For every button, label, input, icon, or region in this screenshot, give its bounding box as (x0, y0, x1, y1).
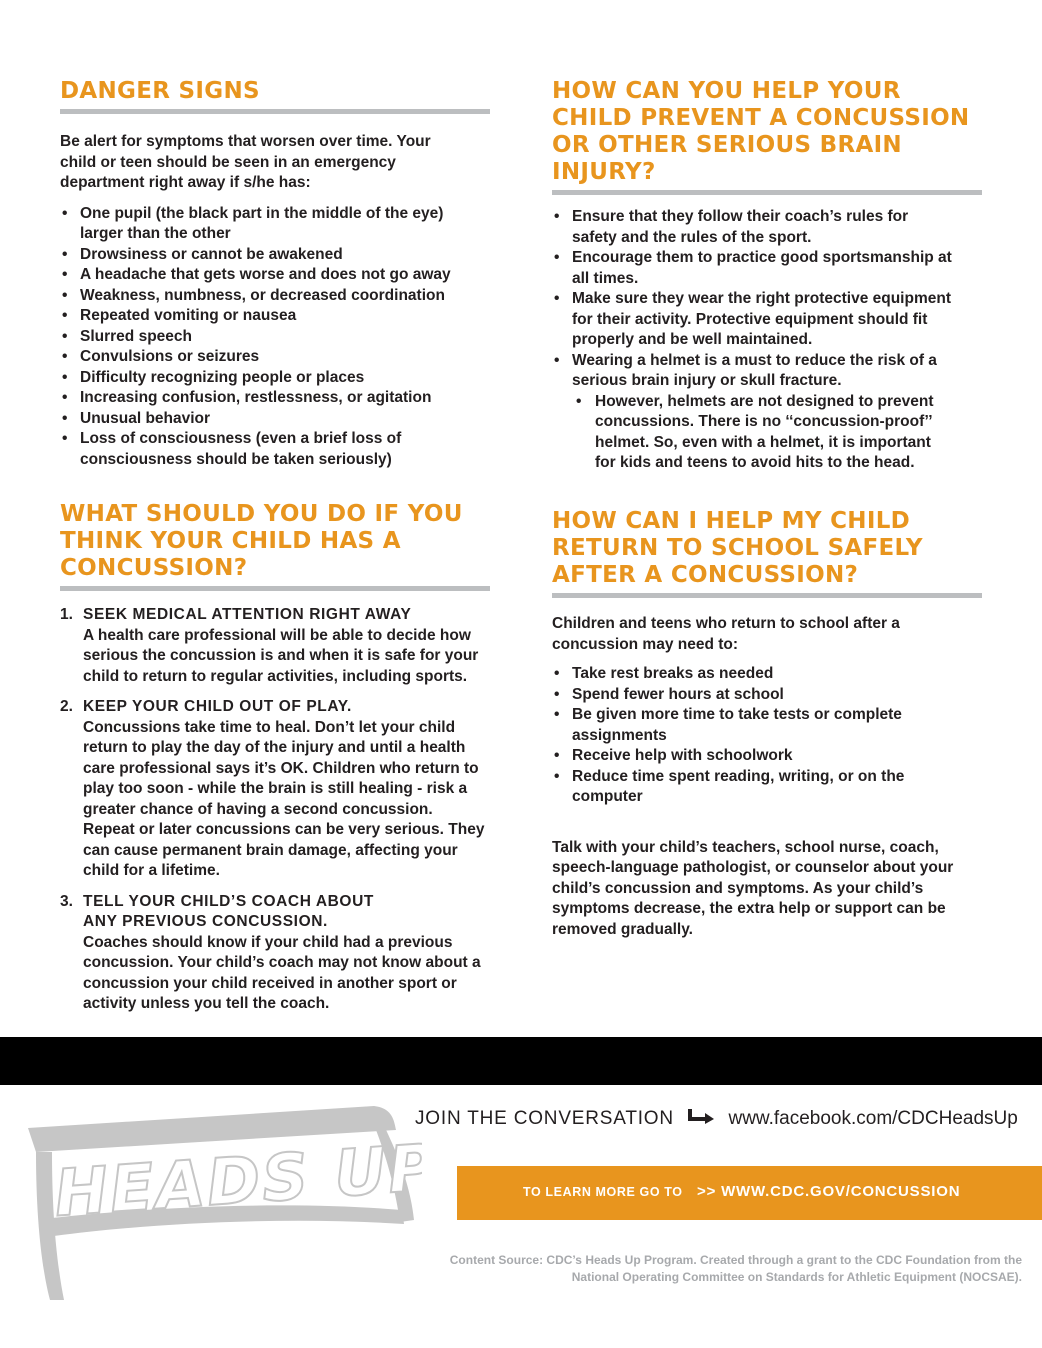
bullet-icon: • (62, 266, 68, 283)
prevent-list (552, 207, 952, 474)
bullet-icon: • (554, 747, 560, 764)
list-item-text: Increasing confusion, restlessness, or agitation (80, 389, 432, 406)
school-item (552, 746, 972, 767)
what-to-do-section (60, 501, 490, 1025)
bullet-icon: • (554, 290, 560, 307)
prevent-item (552, 248, 952, 289)
danger-signs-section (60, 78, 490, 470)
bullet-icon: • (62, 307, 68, 324)
bullet-icon: • (554, 665, 560, 682)
step-item (60, 697, 485, 882)
heading-rule (60, 109, 490, 114)
danger-sign-item (60, 204, 460, 245)
list-item-text: Unusual behavior (80, 409, 211, 427)
list-item-text: Loss of consciousness (even a brief loss of consciousness should be taken seriously) (80, 430, 402, 468)
bullet-icon: • (554, 767, 560, 785)
prevent-item (552, 351, 952, 474)
list-item-text: Encourage them to practice good sportsmanship at all times. (572, 249, 952, 287)
prevent-heading: HOW CAN YOU HELP YOUR CHILD PREVENT A CONCUSSION OR OTHER SERIOUS BRAIN INJURY? (552, 78, 970, 185)
danger-sign-item (60, 327, 460, 348)
danger-signs-list (60, 204, 460, 471)
step-item (60, 892, 485, 1015)
learn-more-label: TO LEARN MORE GO TO (523, 1185, 683, 1199)
bullet-icon: • (554, 208, 560, 225)
school-list (552, 664, 972, 808)
prevent-item (552, 207, 952, 248)
danger-sign-item (60, 409, 460, 430)
danger-sign-item (60, 286, 460, 307)
prevent-subitem (574, 392, 952, 474)
school-intro: Children and teens who return to school after a concussion may need to: (552, 615, 900, 653)
step-number: 2. (60, 698, 73, 715)
list-item-text: Ensure that they follow their coach’s rules for safety and the rules of the sport. (572, 208, 909, 246)
prevent-section (552, 78, 982, 474)
learn-more-text (523, 1183, 960, 1201)
danger-sign-item (60, 429, 460, 470)
step-number: 3. (60, 892, 73, 910)
school-section (552, 508, 982, 940)
bullet-icon: • (62, 430, 68, 447)
bullet-icon: • (554, 351, 560, 369)
danger-sign-item (60, 368, 460, 389)
prevent-item (552, 289, 952, 351)
heading-rule (552, 593, 982, 598)
step-title: TELL YOUR CHILD’S COACH ABOUT ANY PREVIOUS CONCUSSION. (83, 892, 374, 930)
cdc-concussion-link[interactable]: >> WWW.CDC.GOV/CONCUSSION (697, 1183, 961, 1200)
heading-rule (552, 190, 982, 195)
bullet-icon: • (554, 706, 560, 723)
source-line-1: Content Source: CDC’s Heads Up Program. Created through a grant to the CDC Foundation from the (449, 1253, 1022, 1267)
bullet-icon: • (62, 204, 68, 222)
list-item-text: Reduce time spent reading, writing, or on the computer (572, 767, 905, 805)
list-item-text: Receive help with schoolwork (572, 747, 793, 764)
list-item-text: Make sure they wear the right protective equipment for their activity. Protective equipment should fit properly and be well maintained. (572, 290, 951, 348)
step-number: 1. (60, 606, 73, 623)
what-to-do-heading: WHAT SHOULD YOU DO IF YOU THINK YOUR CHILD HAS A CONCUSSION? (60, 501, 463, 581)
bullet-icon: • (576, 392, 582, 410)
join-conversation (415, 1106, 1018, 1132)
list-item-text: Be given more time to take tests or complete assignments (572, 706, 902, 744)
bullet-icon: • (62, 245, 68, 263)
list-item-text: Weakness, numbness, or decreased coordination (80, 286, 445, 304)
bullet-icon: • (62, 409, 68, 427)
list-item-text: One pupil (the black part in the middle of the eye) larger than the other (80, 204, 444, 242)
heads-up-logo-text: HEADS UP (52, 1131, 422, 1232)
danger-sign-item (60, 306, 460, 327)
list-item-text: Difficulty recognizing people or places (80, 368, 365, 386)
school-closing: Talk with your child’s teachers, school nurse, coach, speech-language pathologist, or counselor about your child’s concussion and symptoms. As your child’s symptoms decrease, the extra help or support can be removed gradually. (552, 838, 954, 938)
list-item-text: Take rest breaks as needed (572, 665, 774, 682)
join-label: JOIN THE CONVERSATION (415, 1108, 674, 1130)
footer-black-bar (0, 1037, 1042, 1085)
bullet-icon: • (62, 327, 68, 345)
step-text: Coaches should know if your child had a previous concussion. Your child’s coach may not know about a concussion your child received in another sport or activity unless you tell the coach. (83, 933, 481, 1012)
danger-signs-intro: Be alert for symptoms that worsen over time. Your child or teen should be seen in an emergency department right away if s/he has: (60, 133, 431, 191)
danger-signs-heading: DANGER SIGNS (60, 78, 260, 104)
steps-list (60, 605, 485, 1015)
bullet-icon: • (62, 368, 68, 386)
list-item-text: A headache that gets worse and does not go away (80, 266, 451, 283)
list-item-text: Repeated vomiting or nausea (80, 307, 297, 324)
list-item-text: Slurred speech (80, 327, 192, 345)
step-text: Concussions take time to heal. Don’t let your child return to play the day of the injury and until a health care professional says it’s OK. Children who return to play too soon - while the brain is still healing - risk a greater chance of having a second concussion. Repeat or later concussions can be very serious. They can cause permanent brain damage, affecting your child for a lifetime. (83, 718, 485, 879)
school-item (552, 685, 972, 706)
step-title: KEEP YOUR CHILD OUT OF PLAY. (83, 698, 352, 715)
curved-arrow-icon (687, 1106, 715, 1132)
learn-more-bar (457, 1166, 1042, 1220)
step-title: SEEK MEDICAL ATTENTION RIGHT AWAY (83, 606, 412, 623)
heads-up-logo (22, 1100, 422, 1310)
bullet-icon: • (554, 685, 560, 703)
heads-up-logo-graphic (22, 1100, 422, 1310)
bullet-icon: • (62, 348, 68, 365)
bullet-icon: • (62, 286, 68, 304)
list-item-text: However, helmets are not designed to prevent concussions. There is no ‘‘concussion-proof’’ helmet. So, even with a helmet, it is important for kids and teens to avoid hits to the head. (595, 392, 934, 471)
list-item-text: Spend fewer hours at school (572, 685, 784, 703)
list-item-text: Convulsions or seizures (80, 348, 260, 365)
facebook-link[interactable]: www.facebook.com/CDCHeadsUp (728, 1108, 1018, 1130)
source-line-2: National Operating Committee on Standards for Athletic Equipment (NOCSAE). (571, 1269, 1022, 1284)
school-item (552, 664, 972, 685)
step-item (60, 605, 485, 687)
school-item (552, 767, 972, 808)
list-item-text: Wearing a helmet is a must to reduce the risk of a serious brain injury or skull fracture. (572, 351, 937, 389)
danger-sign-item (60, 388, 460, 409)
content-source (422, 1252, 1022, 1285)
prevent-sublist (574, 392, 952, 474)
danger-sign-item (60, 265, 460, 286)
danger-sign-item (60, 245, 460, 266)
step-text: A health care professional will be able to decide how serious the concussion is and when it is safe for your child to return to regular activities, including sports. (83, 626, 479, 685)
heading-rule (60, 586, 490, 591)
danger-sign-item (60, 347, 460, 368)
school-heading: HOW CAN I HELP MY CHILD RETURN TO SCHOOL SAFELY AFTER A CONCUSSION? (552, 508, 923, 588)
list-item-text: Drowsiness or cannot be awakened (80, 245, 343, 263)
school-item (552, 705, 972, 746)
bullet-icon: • (62, 389, 68, 406)
bullet-icon: • (554, 249, 560, 266)
